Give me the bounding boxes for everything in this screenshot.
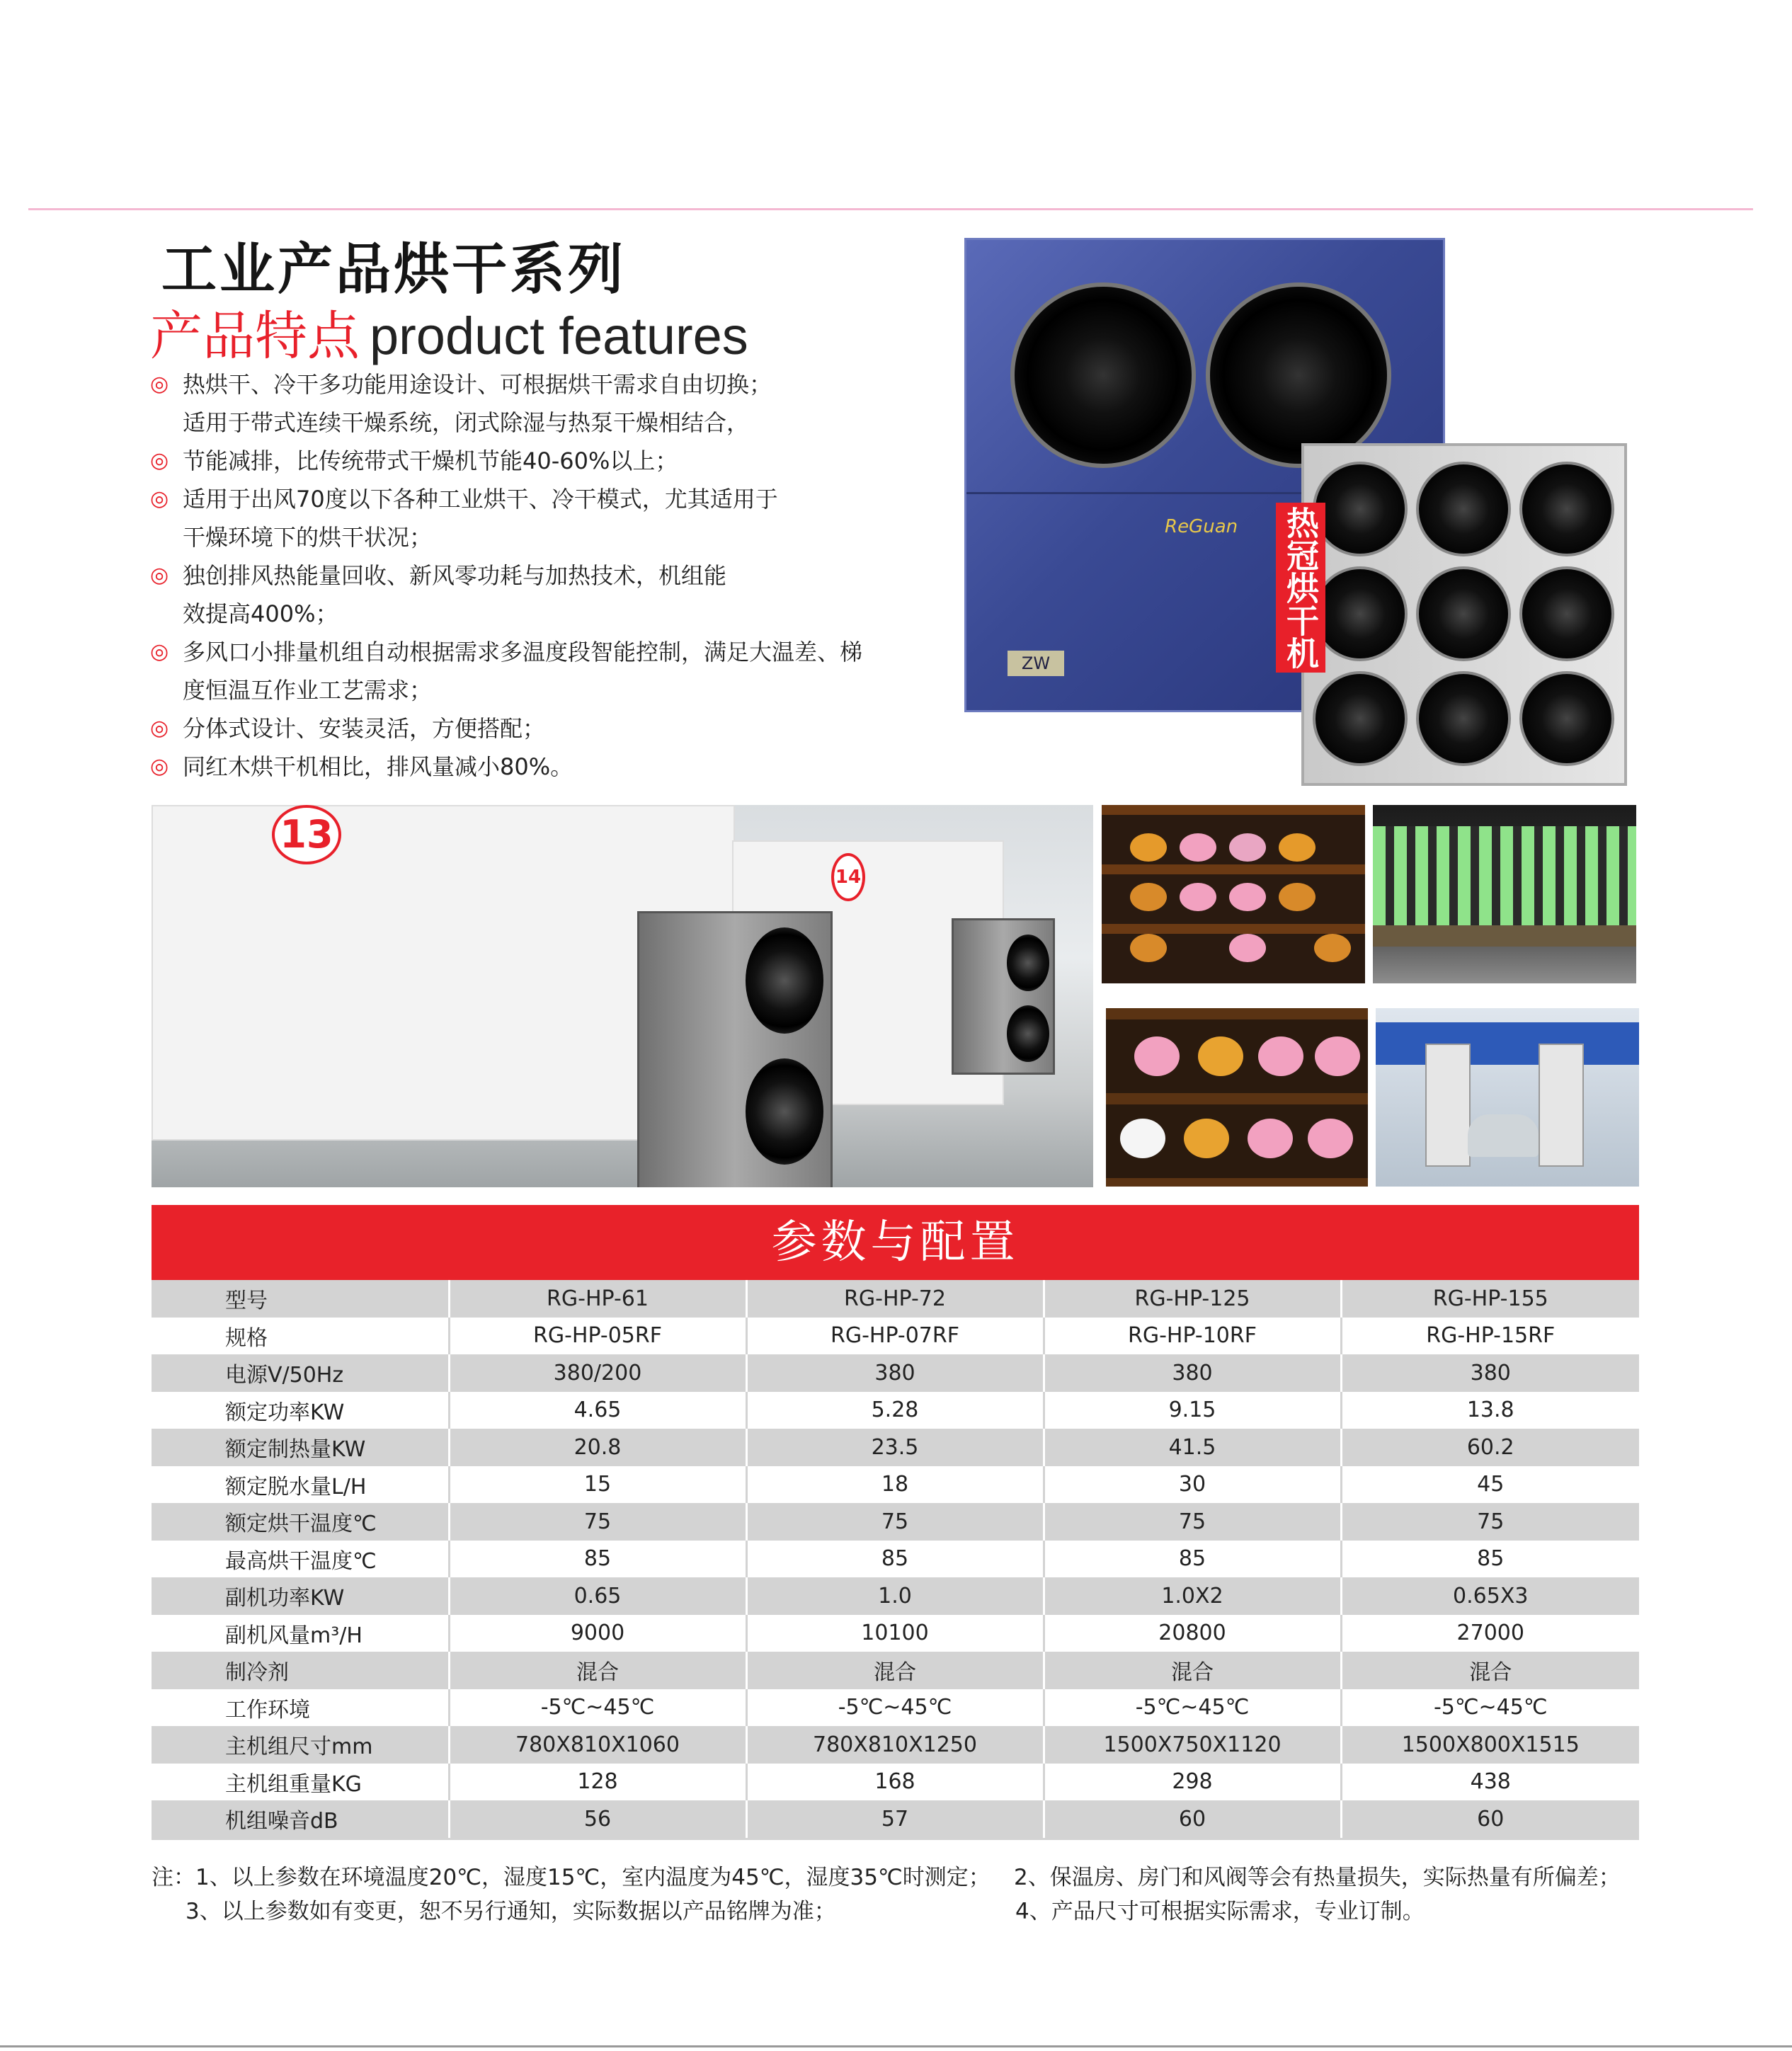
spec-value: 1500X800X1515 <box>1341 1726 1639 1764</box>
spec-value: 混合 <box>746 1652 1044 1689</box>
energy-label: ZW <box>1008 651 1064 676</box>
spec-value: -5℃~45℃ <box>1044 1689 1341 1727</box>
spec-value: 780X810X1060 <box>449 1726 746 1764</box>
feature-line: 适用于带式连续干燥系统，闭式除湿与热泵干燥相结合， <box>183 409 750 436</box>
spec-value: 20800 <box>1044 1615 1341 1652</box>
feature-line: 独创排风热能量回收、新风零功耗与加热技术，机组能 <box>183 562 727 589</box>
spec-row <box>152 1280 1639 1318</box>
feature-item <box>150 748 964 786</box>
spec-value: 混合 <box>1044 1652 1341 1689</box>
spec-row <box>152 1726 1639 1764</box>
spec-value: RG-HP-125 <box>1044 1280 1341 1318</box>
fan-icon <box>1313 462 1408 556</box>
spec-value: 75 <box>746 1503 1044 1541</box>
spec-value: RG-HP-61 <box>449 1280 746 1318</box>
feature-line: 效提高400%； <box>183 600 338 627</box>
spec-row <box>152 1466 1639 1504</box>
spec-value: 438 <box>1341 1764 1639 1801</box>
feature-line: 分体式设计、安装灵活，方便搭配； <box>183 715 546 742</box>
note-3: 3、以上参数如有变更，恕不另行通知，实际数据以产品铭牌为准； <box>186 1899 836 1924</box>
bullet-icon: ◎ <box>150 754 169 779</box>
bullet-icon: ◎ <box>150 372 169 396</box>
specs-table <box>152 1280 1639 1840</box>
note-2: 2、保温房、房门和风阀等会有热量损失，实际热量有所偏差； <box>1014 1865 1621 1890</box>
fan-icon <box>1519 671 1614 766</box>
spec-label: 额定制热量KW <box>152 1429 449 1466</box>
bullet-icon: ◎ <box>150 563 169 588</box>
spec-value: 1.0 <box>746 1577 1044 1615</box>
note-1: 注：1、以上参数在环境温度20℃，湿度15℃，室内温度为45℃，湿度35℃时测定； <box>152 1865 991 1890</box>
spec-label: 规格 <box>152 1318 449 1355</box>
spec-value: 1500X750X1120 <box>1044 1726 1341 1764</box>
spec-value: RG-HP-05RF <box>449 1318 746 1355</box>
footnotes <box>152 1861 1780 1929</box>
spec-value: 27000 <box>1341 1615 1639 1652</box>
spec-value: 60 <box>1044 1800 1341 1839</box>
feature-item <box>150 633 964 709</box>
spec-value: 85 <box>746 1541 1044 1578</box>
gloves-drying-photo <box>1373 805 1636 983</box>
spec-label: 制冷剂 <box>152 1652 449 1689</box>
features-heading <box>150 304 748 368</box>
spec-label: 最高烘干温度℃ <box>152 1541 449 1578</box>
fan-icon <box>1206 282 1391 468</box>
spec-value: 380 <box>746 1354 1044 1392</box>
spec-row <box>152 1392 1639 1429</box>
spec-value: 85 <box>1341 1541 1639 1578</box>
spec-row <box>152 1429 1639 1466</box>
spec-value: 56 <box>449 1800 746 1839</box>
spec-row <box>152 1503 1639 1541</box>
spec-row <box>152 1541 1639 1578</box>
fan-icon <box>1416 566 1511 661</box>
page-title: 工业产品烘干系列 <box>161 238 627 302</box>
spec-value: 168 <box>746 1764 1044 1801</box>
spec-value: 41.5 <box>1044 1429 1341 1466</box>
spec-value: 85 <box>449 1541 746 1578</box>
spec-value: -5℃~45℃ <box>449 1689 746 1727</box>
spec-value: 9.15 <box>1044 1392 1341 1429</box>
fan-icon <box>1007 1005 1049 1062</box>
fan-icon <box>1313 566 1408 661</box>
bullet-icon: ◎ <box>150 486 169 511</box>
spec-label: 额定功率KW <box>152 1392 449 1429</box>
spec-label: 副机风量m³/H <box>152 1615 449 1652</box>
spec-value: 18 <box>746 1466 1044 1504</box>
spec-value: 23.5 <box>746 1429 1044 1466</box>
feature-line: 节能减排，比传统带式干燥机节能40-60%以上； <box>183 447 678 474</box>
feature-line: 适用于出风70度以下各种工业烘干、冷干模式，尤其适用于 <box>183 486 778 513</box>
spec-value: 380/200 <box>449 1354 746 1392</box>
bullet-icon: ◎ <box>150 448 169 473</box>
spec-label: 工作环境 <box>152 1689 449 1727</box>
spec-label: 主机组尺寸mm <box>152 1726 449 1764</box>
note-4: 4、产品尺寸可根据实际需求，专业订制。 <box>1015 1899 1425 1924</box>
feature-item <box>150 365 964 442</box>
fan-icon <box>746 927 823 1034</box>
feature-line: 热烘干、冷干多功能用途设计、可根据烘干需求自由切换； <box>183 371 772 398</box>
spec-row <box>152 1689 1639 1727</box>
spec-value: 75 <box>1341 1503 1639 1541</box>
fan-icon <box>1313 671 1408 766</box>
spec-label: 电源V/50Hz <box>152 1354 449 1392</box>
feature-line: 度恒温互作业工艺需求； <box>183 677 433 704</box>
spec-value: 30 <box>1044 1466 1341 1504</box>
spec-row <box>152 1652 1639 1689</box>
feature-item <box>150 442 964 480</box>
spec-label: 额定脱水量L/H <box>152 1466 449 1504</box>
spec-value: 20.8 <box>449 1429 746 1466</box>
features-heading-cn: 产品特点 <box>150 306 360 367</box>
bullet-icon: ◎ <box>150 639 169 664</box>
spec-label: 主机组重量KG <box>152 1764 449 1801</box>
spec-row <box>152 1354 1639 1392</box>
spec-value: RG-HP-72 <box>746 1280 1044 1318</box>
spec-value: 128 <box>449 1764 746 1801</box>
spec-label: 型号 <box>152 1280 449 1318</box>
spec-row <box>152 1800 1639 1839</box>
feature-item <box>150 480 964 556</box>
feature-item <box>150 709 964 748</box>
spec-value: RG-HP-15RF <box>1341 1318 1639 1355</box>
dryer-unit-image <box>1282 443 1627 786</box>
features-heading-en: product features <box>370 307 748 365</box>
top-divider <box>28 208 1753 210</box>
spec-value: 75 <box>449 1503 746 1541</box>
spec-row <box>152 1764 1639 1801</box>
feature-item <box>150 556 964 633</box>
specs-table-title: 参数与配置 <box>152 1205 1639 1280</box>
fan-icon <box>1007 935 1049 991</box>
room-number-13: 13 <box>272 805 341 864</box>
spec-value: 0.65 <box>449 1577 746 1615</box>
spec-value: 780X810X1250 <box>746 1726 1044 1764</box>
fan-icon <box>1519 566 1614 661</box>
paint-booth-photo <box>1376 1008 1639 1187</box>
feature-line: 同红木烘干机相比，排风量减小80%。 <box>183 753 573 780</box>
spec-row <box>152 1615 1639 1652</box>
drying-room-photo <box>152 805 1093 1187</box>
spec-value: 13.8 <box>1341 1392 1639 1429</box>
brand-logo: ReGuan <box>1165 516 1238 537</box>
fan-icon <box>746 1058 823 1165</box>
spec-value: 10100 <box>746 1615 1044 1652</box>
spec-value: 57 <box>746 1800 1044 1839</box>
bullet-icon: ◎ <box>150 716 169 741</box>
spec-value: 0.65X3 <box>1341 1577 1639 1615</box>
spec-row <box>152 1318 1639 1355</box>
spec-row <box>152 1577 1639 1615</box>
spec-value: 45 <box>1341 1466 1639 1504</box>
feature-line: 干燥环境下的烘干状况； <box>183 524 433 551</box>
fan-icon <box>1010 282 1196 468</box>
helmets-shelf-photo <box>1106 1008 1368 1187</box>
spec-value: 9000 <box>449 1615 746 1652</box>
feature-line: 多风口小排量机组自动根据需求多温度段智能控制，满足大温差、梯 <box>183 639 863 665</box>
brand-badge: 热冠烘干机 <box>1276 503 1325 673</box>
room-number-14: 14 <box>831 853 865 901</box>
spec-value: 5.28 <box>746 1392 1044 1429</box>
bottom-divider <box>0 2045 1792 2047</box>
spec-value: 15 <box>449 1466 746 1504</box>
spec-value: 85 <box>1044 1541 1341 1578</box>
spec-value: 60.2 <box>1341 1429 1639 1466</box>
spec-value: 380 <box>1341 1354 1639 1392</box>
fan-icon <box>1416 671 1511 766</box>
spec-value: RG-HP-155 <box>1341 1280 1639 1318</box>
spec-label: 额定烘干温度℃ <box>152 1503 449 1541</box>
spec-value: -5℃~45℃ <box>1341 1689 1639 1727</box>
spec-value: 混合 <box>1341 1652 1639 1689</box>
spec-value: 1.0X2 <box>1044 1577 1341 1615</box>
spec-value: 60 <box>1341 1800 1639 1839</box>
spec-value: 75 <box>1044 1503 1341 1541</box>
spec-value: RG-HP-07RF <box>746 1318 1044 1355</box>
spec-value: 4.65 <box>449 1392 746 1429</box>
spec-label: 副机功率KW <box>152 1577 449 1615</box>
features-list <box>150 365 964 786</box>
spec-value: RG-HP-10RF <box>1044 1318 1341 1355</box>
helmets-drying-photo <box>1102 805 1365 983</box>
spec-value: 298 <box>1044 1764 1341 1801</box>
spec-value: -5℃~45℃ <box>746 1689 1044 1727</box>
spec-value: 380 <box>1044 1354 1341 1392</box>
fan-icon <box>1519 462 1614 556</box>
spec-value: 混合 <box>449 1652 746 1689</box>
spec-label: 机组噪音dB <box>152 1800 449 1839</box>
fan-icon <box>1416 462 1511 556</box>
